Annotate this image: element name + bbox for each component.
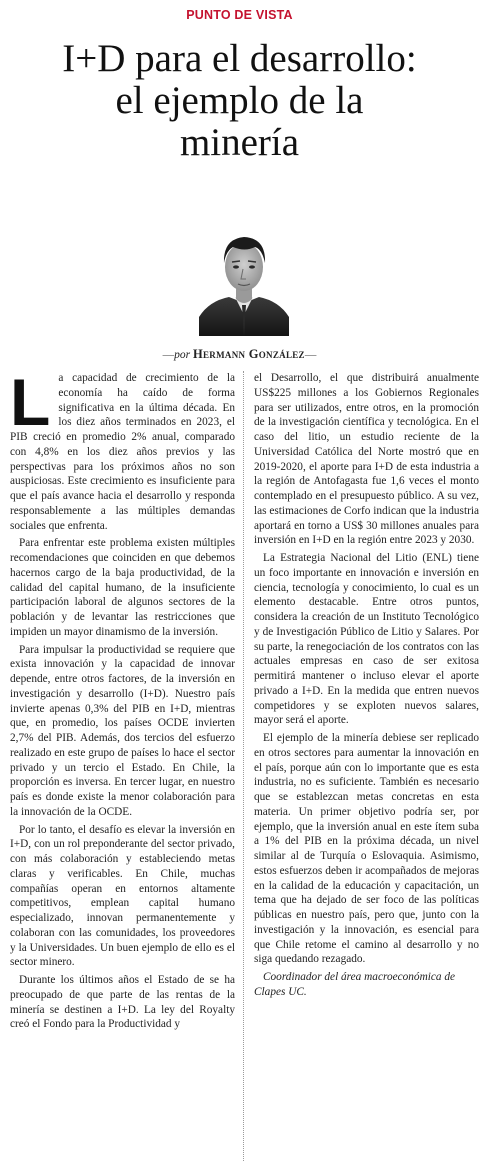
byline-dash-open: —: [162, 349, 175, 361]
byline-prefix: por: [174, 349, 191, 361]
drop-cap: L: [10, 365, 51, 439]
author-portrait: [199, 219, 289, 336]
paragraph: Durante los últimos años el Estado de se ha preocupado de que parte de las rentas de la minería se destinen a I+D. La ley del Royalty creó el Fondo para la Productividad y: [10, 974, 235, 1031]
headline-line-2: el ejemplo de la: [115, 79, 364, 122]
paragraph: El ejemplo de la minería debiese ser replicado en otros sectores para aumentar la innovación en el país, porque aún con lo importante que es esta industria, no es suficiente. También es necesario que se establezcan metas concretas en esta materia. Un primer objetivo podría ser, por ejemplo, que la inversión anual en este ítem suba a 1% del PIB en la próxima década, un nivel similar al de Turquía o Eslovaquia. Asimismo, estos esfuerzos deben ir acompañados de mejoras en la calidad de la educación y capacitación, un tema que ha dejado de ser foco de las políticas públicas en nuestro país, pero que, junto con la investigación y la innovación, es esencial para que Chile retome el camino al desarrollo y no siga quedando rezagado.: [254, 732, 479, 966]
byline-dash-close: —: [304, 349, 317, 361]
author-name: Hermann González: [192, 347, 305, 361]
author-signature: Coordinador del área macroeconómica de Clapes UC.: [254, 971, 456, 998]
headline-line-1: I+D para el desarrollo:: [62, 37, 417, 80]
headline-line-3: minería: [179, 121, 300, 164]
article-column-left: [10, 365, 235, 1035]
paragraph-text: a capacidad de crecimiento de la economía ha caído de forma significativa en la última década. En los diez años terminados en 2023, el PIB creció en promedio 2% anual, comparado con 4,8% en los diez años previos y las perspectivas para los próximos años no son auspiciosas. Este crecimiento es insuficiente para que el país avance hacia el desarrollo y responda responsablemente a las múltiples demandas sociales que enfrenta.: [10, 372, 235, 532]
paragraph: Para impulsar la productividad se requiere que exista innovación y la capacidad de innovar depende, entre otros factores, de la inversión en investigación y desarrollo (I+D). Nuestro país invierte apenas 0,3% del PIB en I+D, mientras que, en promedio, los países OCDE invierten 2,7% del PIB. Además, dos tercios del esfuerzo realizado en este grupo de países lo hace el sector privado y un tercio el Estado. En Chile, la proporción es inversa. En tercer lugar, en nuestro país es donde existe la menor colaboración para la innovación de la OCDE.: [10, 643, 235, 818]
article-column-right: [254, 371, 479, 1003]
headline: [0, 38, 479, 164]
paragraph: Por lo tanto, el desafío es elevar la inversión en I+D, con un rol preponderante del sector privado, con más colaboración y estableciendo metas claras y verificables. En Chile, muchas compañías operan en entornos altamente competitivos, emplean capital humano especializado, innovan permanentemente y colaboran con las comunidades, los proveedores y la Universidades. Un buen ejemplo de ello es el sector minero.: [10, 823, 235, 969]
paragraph: [10, 365, 235, 533]
paragraph: el Desarrollo, el que distribuirá anualmente US$225 millones a los Gobiernos Regionales para ser utilizados, entre otros, en la promoción de la investigación científica y tecnológica. En el caso del litio, un estudio reciente de la Universidad Católica del Norte mostró que en 2019-2020, el aporte para I+D de esta industria a la región de Antofagasta fue 1,6 veces el monto contemplado en el presupuesto público. A su vez, las estimaciones de Corfo indican que la industria aportará en torno a US$ 30 millones anuales para inversión en I+D en la región entre 2023 y 2030.: [254, 372, 479, 547]
column-divider: [243, 371, 244, 1161]
byline: [0, 347, 479, 362]
paragraph: Para enfrentar este problema existen múltiples recomendaciones que coinciden en que debemos hacernos cargo de la baja productividad, de la calidad del capital humano, de la insuficiente participación laboral de algunos sectores de la población y de levantar las restricciones que impiden un mayor dinamismo de la inversión.: [10, 537, 235, 638]
paragraph: La Estrategia Nacional del Litio (ENL) tiene un foco importante en innovación e inversión en ciencia, tecnología y conocimiento, lo cual es un elemento destacable. Entre otros puntos, considera la creación de un Instituto Tecnológico y de Investigación Público de Litio y Salares. Por su parte, la renegociación de los contratos con las actuales empresas en caso de ser exitosa permitirá mantener o incluso elevar el aporte privado a I+D. En la medida que entren nuevos competidores y se exploten nuevos salares, mayor será el aporte.: [254, 552, 479, 727]
section-label: PUNTO DE VISTA: [186, 8, 293, 22]
